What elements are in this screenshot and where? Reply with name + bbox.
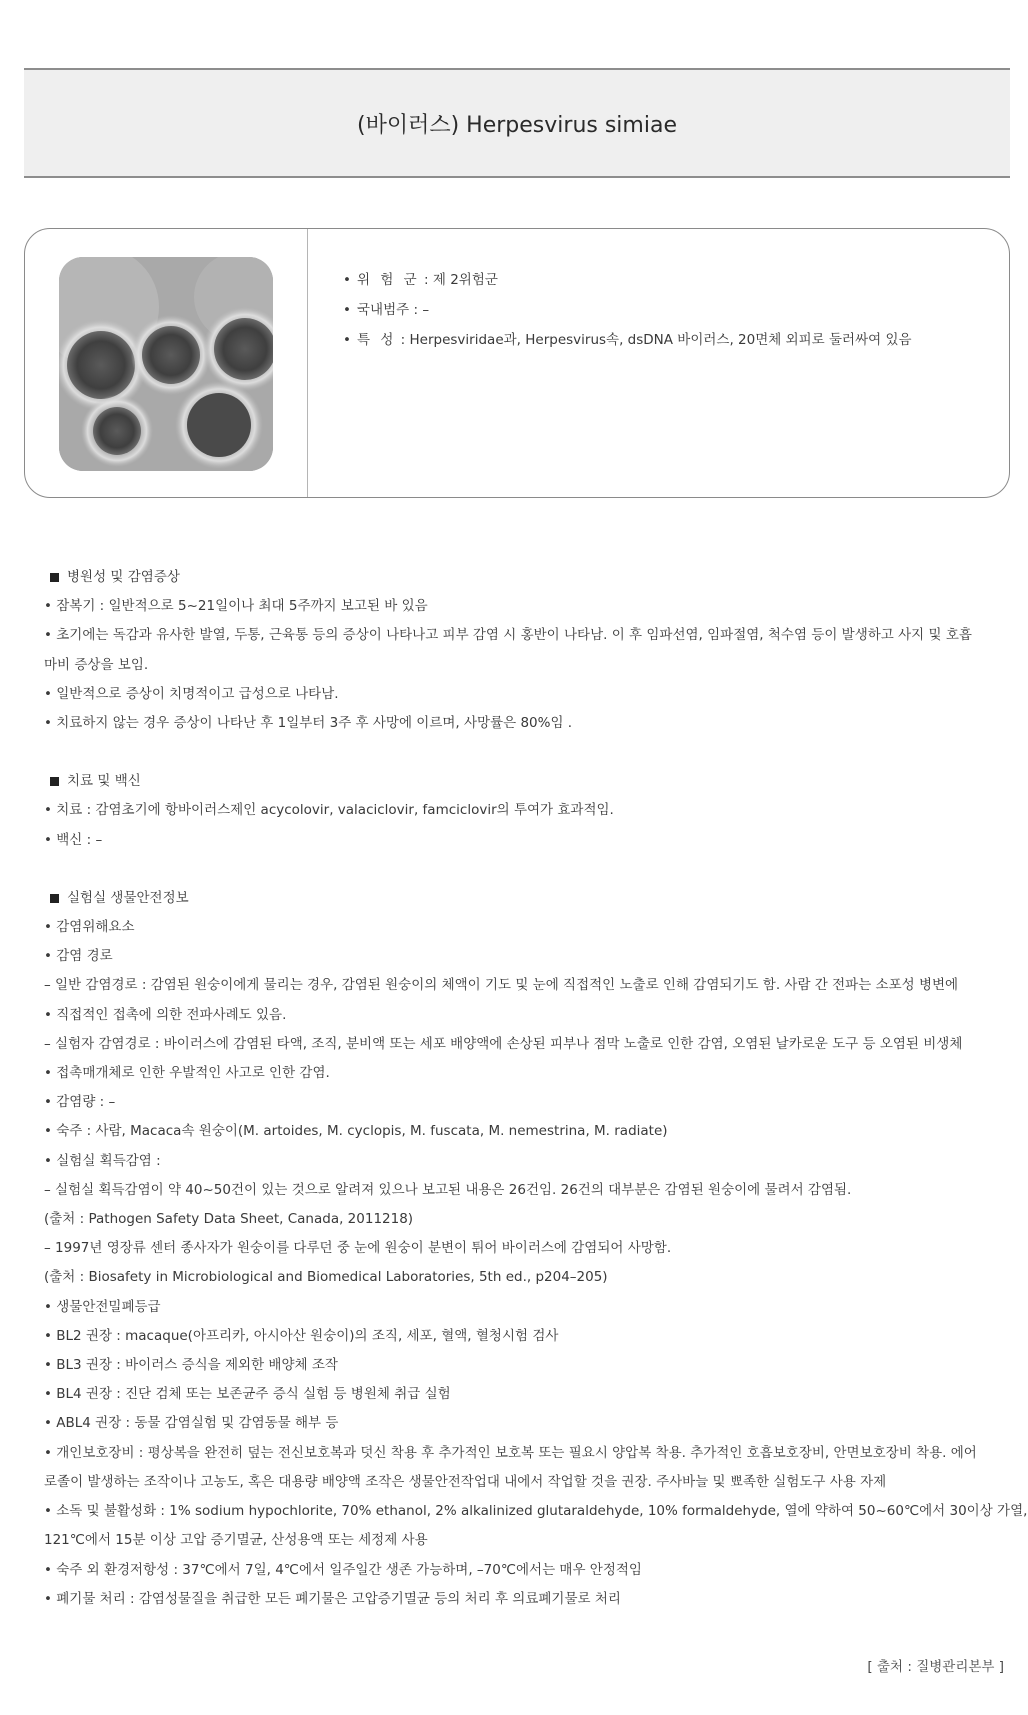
section-gap — [44, 738, 1004, 767]
section-heading-text: 병원성 및 감염증상 — [67, 569, 180, 585]
section-heading-text: 치료 및 백신 — [67, 773, 141, 790]
property-value: – — [422, 302, 430, 318]
property-value: Herpesviridae과, Herpesvirus속, dsDNA 바이러스, 20면체 외피로 둘러싸여 있음 — [409, 332, 912, 348]
text-line: • 감염위해요소 — [44, 919, 135, 936]
section-heading — [44, 767, 1004, 796]
section-heading — [44, 563, 1004, 592]
property-domestic-category — [343, 301, 912, 319]
text-line: – 일반 감염경로 : 감염된 원숭이에게 물리는 경우, 감염된 원숭이의 체액이 기도 및 눈에 직접적인 노출로 인해 감염되기도 함. 사람 간 전파는 소포성 병변에 — [44, 977, 959, 994]
text-line: • BL4 권장 : 진단 검체 또는 보존균주 증식 실험 등 병원체 취급 실험 — [44, 1386, 451, 1403]
text-line: 121℃에서 15분 이상 고압 증기멸균, 산성용액 또는 세정제 사용 — [44, 1532, 428, 1549]
text-line: • ABL4 권장 : 동물 감염실험 및 감염동물 해부 등 — [44, 1415, 339, 1432]
property-characteristics — [343, 331, 912, 349]
text-line: • BL2 권장 : macaque(아프리카, 아시아산 원숭이)의 조직, 세포, 혈액, 혈청시험 검사 — [44, 1327, 559, 1344]
bullet-icon: • — [343, 332, 351, 348]
page-title: (바이러스) Herpesvirus simiae — [357, 112, 677, 138]
section-heading — [44, 884, 1004, 913]
property-sep: : — [396, 332, 410, 348]
text-line: • 감염량 : – — [44, 1094, 116, 1111]
virus-micrograph-drawing — [59, 257, 273, 471]
virus-micrograph-image — [59, 257, 273, 471]
text-line: • 치료 : 감염초기에 항바이러스제인 acycolovir, valaciclovir, famciclovir의 투여가 효과적임. — [44, 802, 614, 819]
black-square-icon — [50, 573, 59, 582]
text-line: – 실험실 획득감염이 약 40~50건이 있는 것으로 알려져 있으나 보고된 내용은 26건임. 26건의 대부분은 감염된 원숭이에 물려서 감염됨. — [44, 1181, 852, 1198]
property-value: 제 2위험군 — [432, 272, 498, 288]
text-line: • 소독 및 불활성화 : 1% sodium hypochlorite, 70% ethanol, 2% alkalinized glutaraldehyde, 10% formaldehyde, 열에 약하여 50~60℃에서 30이상 가열, — [44, 1503, 1028, 1520]
property-key: 국내범주 — [357, 302, 410, 318]
property-key: 특 성 — [357, 332, 397, 348]
text-line: • 일반적으로 증상이 치명적이고 급성으로 나타남. — [44, 685, 339, 702]
text-line: • 숙주 외 환경저항성 : 37℃에서 7일, 4℃에서 일주일간 생존 가능하며, –70℃에서는 매우 안정적임 — [44, 1561, 642, 1578]
text-line: • 생물안전밀폐등급 — [44, 1298, 161, 1315]
card-divider — [307, 229, 308, 497]
black-square-icon — [50, 894, 59, 903]
bullet-icon: • — [343, 272, 351, 288]
text-line: • 치료하지 않는 경우 증상이 나타난 후 1일부터 3주 후 사망에 이르며, 사망률은 80%임 . — [44, 715, 573, 732]
text-line: • 초기에는 독감과 유사한 발열, 두통, 근육통 등의 증상이 나타나고 피부 감염 시 홍반이 나타남. 이 후 임파선염, 임파절염, 척수염 등이 발생하고 사지 및 호흡 — [44, 627, 972, 644]
text-line: 마비 증상을 보임. — [44, 656, 149, 673]
text-line: 로졸이 발생하는 조작이나 고농도, 혹은 대용량 배양액 조작은 생물안전작업대 내에서 작업할 것을 권장. 주사바늘 및 뾰족한 실험도구 사용 자제 — [44, 1473, 887, 1490]
bullet-icon: • — [343, 302, 351, 318]
property-key: 위 험 군 — [357, 272, 420, 288]
text-line: • 접촉매개체로 인한 우발적인 사고로 인한 감염. — [44, 1065, 330, 1082]
text-line: • BL3 권장 : 바이러스 증식을 제외한 배양체 조작 — [44, 1357, 338, 1374]
text-line: • 실험실 획득감염 : — [44, 1152, 161, 1169]
info-card — [24, 228, 1010, 498]
property-sep: : — [409, 302, 423, 318]
text-line: • 폐기물 처리 : 감염성물질을 취급한 모든 폐기물은 고압증기멸균 등의 처리 후 의료폐기물로 처리 — [44, 1590, 621, 1607]
property-list — [343, 271, 912, 361]
source-credit: [ 출처 : 질병관리본부 ] — [867, 1659, 1004, 1675]
text-line: • 감염 경로 — [44, 948, 113, 965]
title-band — [24, 68, 1010, 178]
content-body — [44, 563, 1028, 1614]
property-risk-group — [343, 271, 912, 289]
text-line: • 개인보호장비 : 평상복을 완전히 덮는 전신보호복과 덧신 착용 후 추가적인 보호복 또는 필요시 양압복 착용. 추가적인 호흡보호장비, 안면보호장비 착용. 에어 — [44, 1444, 977, 1461]
property-sep: : — [419, 272, 433, 288]
text-line: • 백신 : – — [44, 831, 103, 848]
text-line: – 실험자 감염경로 : 바이러스에 감염된 타액, 조직, 분비액 또는 세포 배양액에 손상된 피부나 점막 노출로 인한 감염, 오염된 날카로운 도구 등 오염된 비생체 — [44, 1035, 963, 1052]
section-heading-text: 실험실 생물안전정보 — [67, 889, 189, 906]
text-line: • 숙주 : 사람, Macaca속 원숭이(M. artoides, M. cyclopis, M. fuscata, M. nemestrina, M. radiate) — [44, 1123, 668, 1140]
text-line: – 1997년 영장류 센터 종사자가 원숭이를 다루던 중 눈에 원숭이 분변이 튀어 바이러스에 감염되어 사망함. — [44, 1240, 672, 1257]
black-square-icon — [50, 777, 59, 786]
text-line: (출처 : Biosafety in Microbiological and Biomedical Laboratories, 5th ed., p204–205) — [44, 1269, 608, 1286]
text-line: (출처 : Pathogen Safety Data Sheet, Canada, 2011218) — [44, 1211, 414, 1228]
section-gap — [44, 855, 1004, 884]
text-line: • 직접적인 접촉에 의한 전파사례도 있음. — [44, 1006, 287, 1023]
text-line: • 잠복기 : 일반적으로 5~21일이나 최대 5주까지 보고된 바 있음 — [44, 598, 428, 615]
